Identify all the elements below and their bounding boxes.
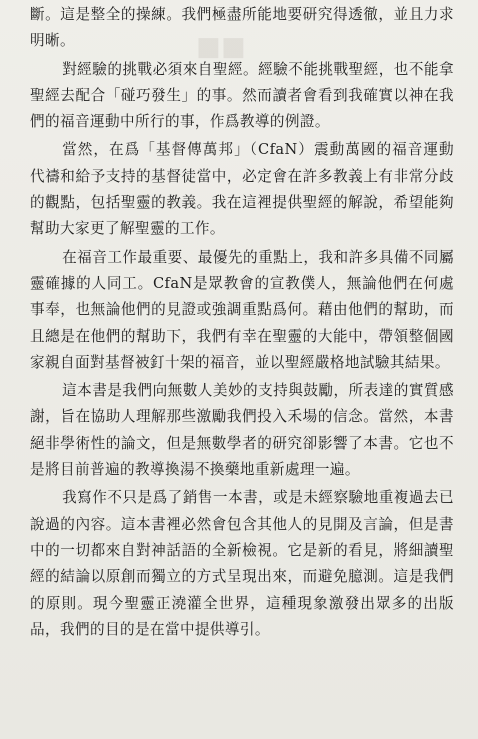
paragraph-6: 我寫作不只是爲了銷售一本書，或是未經察驗地重複過去已說過的內容。這本書裡必然會包含其他人的見開及言論，但是書中的一切都來自對神話語的全新檢視。它是新的看見，將細讀聖經的結論以原創而獨立的方式呈現出來，而避免臆測。這是我們的原則。現今聖靈正澆灌全世界，這種現象激發出眾多的出版品，我們的目的是在當中提供導引。 (30, 489, 454, 638)
paragraph-4: 在福音工作最重要、最優先的重點上，我和許多具備不同屬靈確據的人同工。CfaN是眾教會的宣教僕人，無論他們在何處事奉，也無論他們的見證或強調重點爲何。藉由他們的幫助，而且總是在他們的幫助下，我們有幸在聖靈的大能中，帶領整個國家親自面對基督被釘十架的福音，並以聖經嚴格地試驗其結果。 (30, 248, 454, 371)
bleed-through-mark: ■■ (196, 32, 246, 62)
paragraph-2: 對經驗的挑戰必須來自聖經。經驗不能挑戰聖經，也不能拿聖經去配合「碰巧發生」的事。然而讀者會看到我確實以神在我們的福音運動中所行的事，作爲教導的例證。 (30, 60, 454, 131)
paragraph-1: 斷。這是整全的操練。我們極盡所能地要研究得透徹，並且力求明晰。 (30, 6, 454, 50)
paragraph-5: 這本書是我們向無數人美妙的支持與鼓勵，所表達的實質感謝，旨在協助人理解那些激勵我們投入禾場的信念。當然，本書絕非學術性的論文，但是無數學者的研究卻影響了本書。它也不是將目前普遍的教導換湯不換藥地重新處理一遍。 (30, 382, 454, 479)
paragraph-3: 當然，在爲「基督傳萬邦」（CfaN）震動萬國的福音運動代禱和給予支持的基督徒當中，必定會在許多教義上有非常分歧的觀點，包括聖靈的教義。我在這裡提供聖經的解說，希望能夠幫助大家更了解聖靈的工作。 (30, 141, 454, 238)
